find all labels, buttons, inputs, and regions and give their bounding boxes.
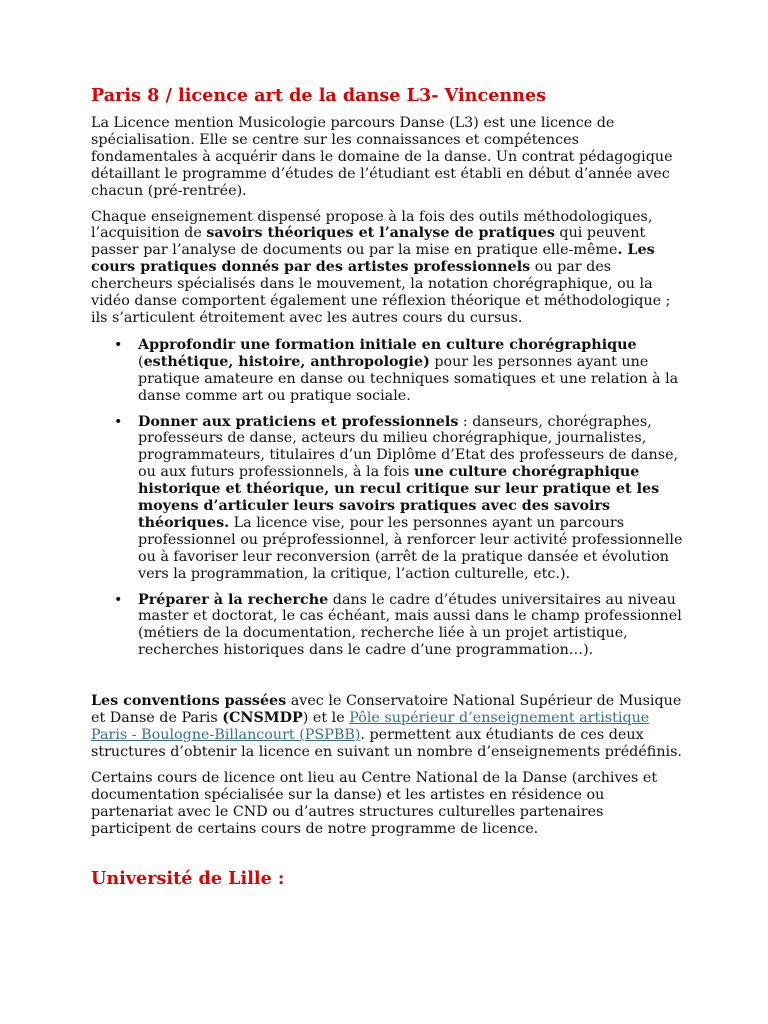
section-heading-lille: Université de Lille :: [91, 868, 285, 890]
text: . permettent aux étudiants de ces deux structures d’obtenir la licence en suivant un nombre d’enseignements prédéfinis.: [91, 727, 682, 760]
bullet-item-preparer: [138, 592, 683, 660]
bold-text: Préparer à la recherche: [138, 591, 329, 608]
text: dans le cadre d’études universitaires au niveau master et doctorat, le cas échéant, mais aussi dans le champ professionnel (métiers de la documentation, recherche liée à un projet artistique, recherches historiques dans le cadre d’une programmation…).: [138, 591, 682, 659]
bullet-item-approfondir: [138, 337, 683, 405]
section-heading-paris8: Paris 8 / licence art de la danse L3- Vincennes: [91, 85, 547, 106]
bold-text: savoirs théoriques et l’analyse de pratiques: [206, 225, 555, 242]
paragraph-intro: La Licence mention Musicologie parcours Danse (L3) est une licence de spécialisation. Elle se centre sur les connaissances et compétences fondamentales à acquérir dans le domaine de la danse. Un contrat pédagogique détaillant le programme d’études de l’étudiant est établi en début d’année avec chacun (pré-rentrée).: [91, 115, 673, 199]
bold-text: . Les cours pratiques donnés par des artistes professionnels: [91, 242, 655, 276]
text: pour les personnes ayant une pratique amateure en danse ou techniques somatiques et une relation à la danse comme art ou pratique sociale.: [138, 353, 679, 404]
bold-text: (CNSMDP: [222, 710, 303, 727]
text: (: [138, 353, 144, 370]
bullet-item-donner: [138, 414, 683, 583]
text: ou par des chercheurs spécialisés dans le mouvement, la notation chorégraphique, ou la vidéo danse comportent également une réflexion théorique et méthodologique ; ils s’articulent étroitement avec les autres cours du cursus.: [91, 259, 671, 326]
text: avec le Conservatoire National Supérieur de Musique et Danse de Paris: [91, 693, 682, 727]
paragraph-teaching: [91, 209, 683, 327]
bold-text: Approfondir une formation initiale en culture chorégraphique: [138, 336, 637, 353]
paragraph-cnd: Certains cours de licence ont lieu au Centre National de la Danse (archives et documentation spécialisée sur la danse) et les artistes en résidence ou partenariat avec le CND ou d’autres structures culturelles partenaires participent de certains cours de notre programme de licence.: [91, 769, 658, 837]
text: qui peuvent passer par l’analyse de documents ou par la mise en pratique elle-même: [91, 225, 646, 259]
text: Chaque enseignement dispensé propose à la fois des outils méthodologiques, l’acquisition de: [91, 208, 653, 242]
bold-text: esthétique, histoire, anthropologie): [143, 353, 430, 370]
bold-text: Les conventions passées: [91, 693, 287, 710]
pspbb-link[interactable]: Pôle supérieur d’enseignement artistique Paris - Boulogne-Billancourt (PSPBB): [91, 710, 650, 743]
paragraph-conventions: [91, 693, 683, 761]
document-content: [91, 86, 683, 889]
text: : danseurs, chorégraphes, professeurs de danse, acteurs du milieu chorégraphique, journalistes, programmateurs, titulaires d’un Diplôme d’Etat des professeurs de danse, ou aux futurs professionnels, à la fois: [138, 413, 679, 481]
text: La licence vise, pour les personnes ayant un parcours professionnel ou préprofessionnel, à renforcer leur activité professionnelle ou à favoriser leur reconversion (arrêt de la pratique dansée et évolution vers la programmation, la critique, l’action culturelle, etc.).: [138, 514, 683, 582]
text: ) et le: [302, 710, 350, 727]
bullet-list: [91, 337, 683, 659]
bold-text: Donner aux praticiens et professionnels: [138, 413, 459, 430]
bold-text: une culture chorégraphique historique et théorique, un recul critique sur leur pratique et les moyens d’articuler leurs savoirs pratiques avec des savoirs théoriques.: [138, 464, 660, 531]
